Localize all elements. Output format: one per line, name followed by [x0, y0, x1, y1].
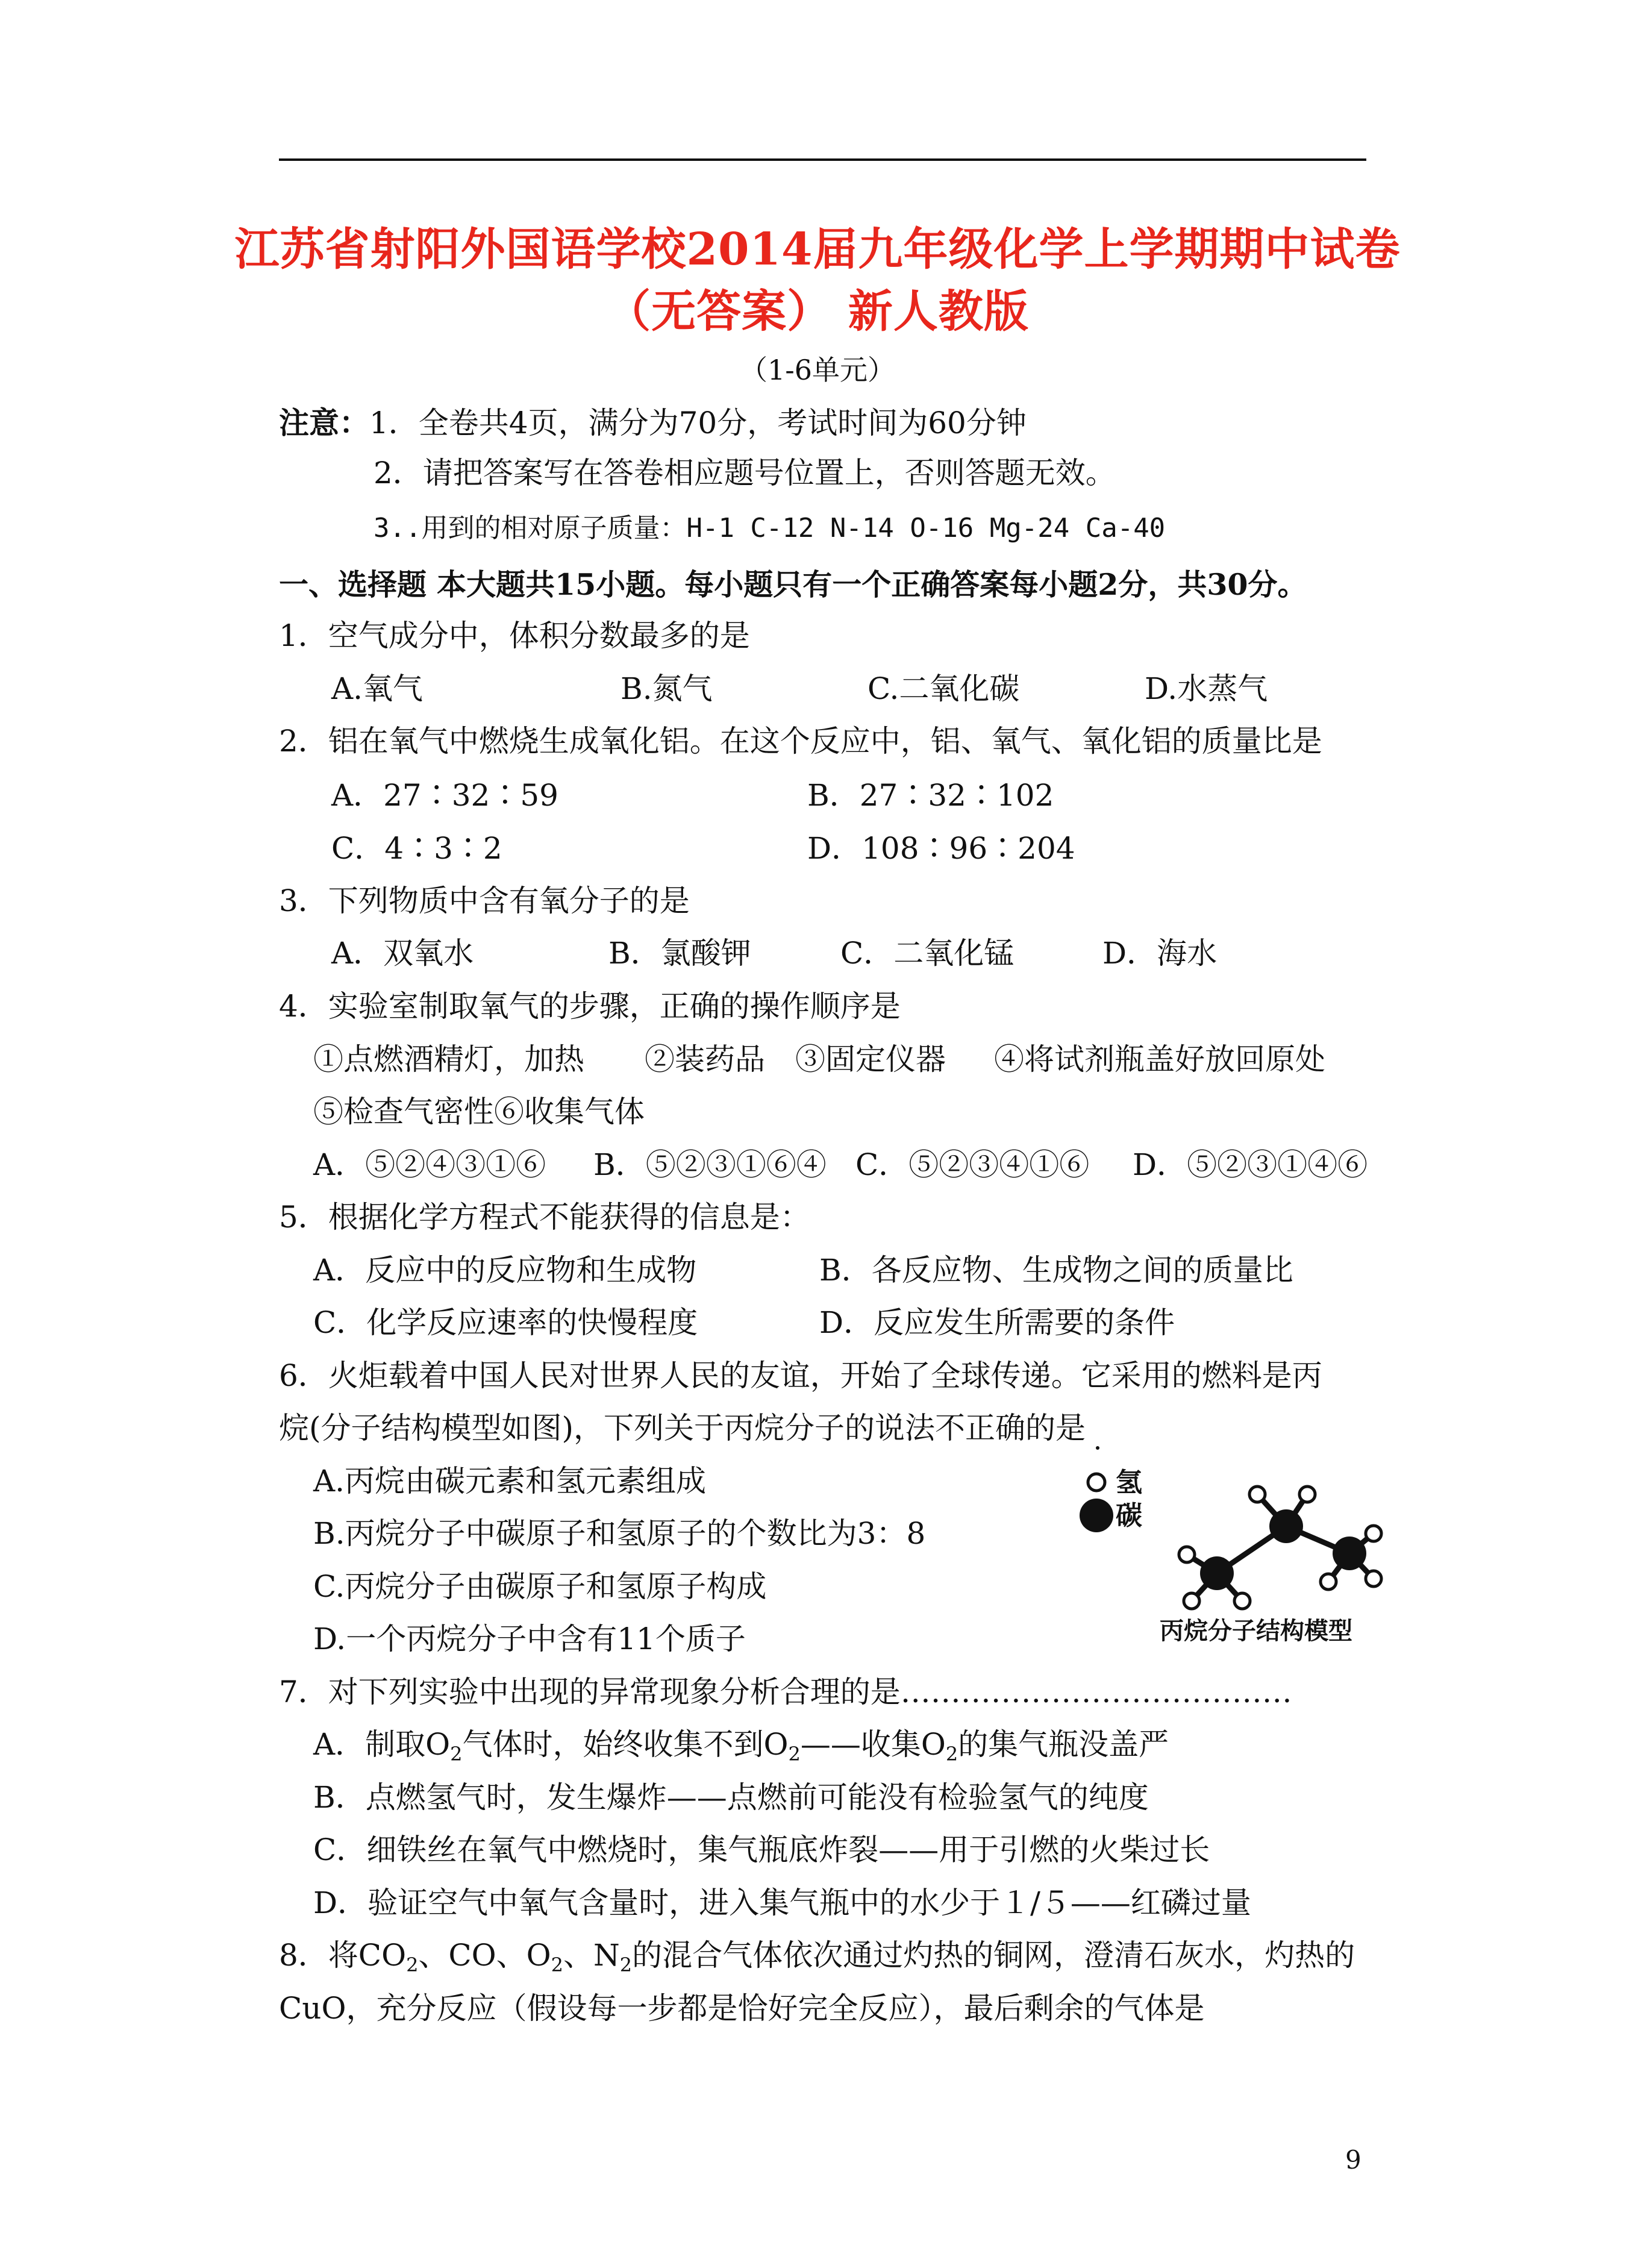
q3-option-d: D．海水 [1102, 936, 1218, 971]
q1-option-a: A.氧气 [331, 671, 424, 706]
page-number: 9 [1345, 2145, 1361, 2175]
q4-step-4: ④将试剂瓶盖好放回原处 [994, 1042, 1325, 1077]
doc-subtitle: （1-6单元） [739, 354, 896, 386]
q4-option-b: B．⑤②③①⑥④ [593, 1147, 827, 1182]
header-rule [279, 158, 1366, 161]
q1-option-c: C.二氧化碳 [868, 671, 1020, 706]
q2-option-d: D．108∶96∶204 [807, 831, 1075, 866]
q5-option-a: A．反应中的反应物和生成物 [313, 1253, 697, 1288]
q7-a-part4: 的集气瓶没盖严 [958, 1727, 1169, 1762]
subscript-2: 2 [788, 1743, 801, 1765]
q6-option-c: C.丙烷分子由碳原子和氢原子构成 [313, 1569, 767, 1604]
q8-part1: 8．将CO [279, 1938, 407, 1973]
q1-stem: 1．空气成分中，体积分数最多的是 [279, 618, 750, 653]
subscript-2: 2 [945, 1743, 958, 1765]
q4-option-c: C．⑤②③④①⑥ [855, 1147, 1090, 1182]
q3-stem: 3．下列物质中含有氧分子的是 [279, 883, 690, 918]
q2-option-b: B．27∶32∶102 [807, 778, 1054, 813]
q4-option-d: D．⑤②③①④⑥ [1133, 1147, 1368, 1182]
doc-title-line2: （无答案） 新人教版 [606, 286, 1029, 337]
q5-option-b: B．各反应物、生成物之间的质量比 [819, 1253, 1293, 1288]
q4-step-3: ③固定仪器 [795, 1042, 946, 1077]
q7-option-d: D．验证空气中氧气含量时，进入集气瓶中的水少于１/５——红磷过量 [313, 1885, 1251, 1920]
q2-option-a: A．27∶32∶59 [331, 778, 558, 813]
q3-option-c: C．二氧化锰 [840, 936, 1014, 971]
q6-option-b: B.丙烷分子中碳原子和氢原子的个数比为3：8 [313, 1516, 926, 1551]
q6-stem-line1: 6．火炬载着中国人民对世界人民的友谊，开始了全球传递。它采用的燃料是丙 [279, 1358, 1322, 1393]
q2-stem: 2．铝在氧气中燃烧生成氧化铝。在这个反应中，铝、氧气、氧化铝的质量比是 [279, 724, 1322, 759]
propane-model-figure [1072, 1443, 1386, 1648]
q5-stem: 5．根据化学方程式不能获得的信息是： [279, 1200, 810, 1235]
q7-stem: 7．对下列实验中出现的异常现象分析合理的是………………………………… [279, 1674, 1292, 1709]
q4-steps-line2: ⑤检查气密性⑥收集气体 [313, 1094, 645, 1129]
note-1: 1．全卷共4页，满分为70分，考试时间为60分钟 [369, 406, 1027, 440]
propane-model-svg [1072, 1443, 1386, 1648]
q5-option-d: D．反应发生所需要的条件 [819, 1305, 1175, 1340]
q7-option-c: C．细铁丝在氧气中燃烧时，集气瓶底炸裂——用于引燃的火柴过长 [313, 1832, 1210, 1867]
q5-option-c: C．化学反应速率的快慢程度 [313, 1305, 698, 1340]
notes-label: 注意： [279, 405, 369, 440]
q3-option-a: A．双氧水 [331, 936, 474, 971]
subscript-2: 2 [619, 1953, 633, 1976]
q4-stem: 4．实验室制取氧气的步骤，正确的操作顺序是 [279, 989, 901, 1024]
q8-stem-line2: CuO，充分反应（假设每一步都是恰好完全反应），最后剩余的气体是 [279, 1991, 1205, 2026]
q7-a-part1: A．制取O [313, 1727, 451, 1762]
q4-option-a: A．⑤②④③①⑥ [313, 1147, 546, 1182]
section1-heading: 一、选择题 本大题共15小题。每小题只有一个正确答案每小题2分，共30分。 [279, 567, 1307, 602]
legend-carbon: 碳 [1116, 1501, 1142, 1530]
q6-stem-line2: 烷(分子结构模型如图)，下列关于丙烷分子的说法不正确的是 [279, 1411, 1086, 1446]
q7-a-part3: ——收集O [800, 1727, 946, 1762]
q2-option-c: C．4∶3∶2 [331, 831, 502, 866]
q8-part2: 、CO、O [418, 1938, 551, 1973]
figure-caption: 丙烷分子结构模型 [1160, 1618, 1352, 1644]
subscript-2: 2 [551, 1953, 564, 1976]
note-2: 2．请把答案写在答卷相应题号位置上，否则答题无效。 [374, 456, 1116, 490]
q4-step-2: ②装药品 [645, 1042, 765, 1077]
q1-option-d: D.水蒸气 [1145, 671, 1268, 706]
q7-option-b: B．点燃氢气时，发生爆炸——点燃前可能没有检验氢气的纯度 [313, 1780, 1149, 1815]
subscript-2: 2 [406, 1953, 419, 1976]
q1-option-b: B.氮气 [621, 671, 713, 706]
subscript-2: 2 [450, 1743, 463, 1765]
q7-a-part2: 气体时，始终收集不到O [462, 1727, 789, 1762]
q3-option-b: B．氯酸钾 [608, 936, 751, 971]
note-3: 3..用到的相对原子质量：H-1 C-12 N-14 O-16 Mg-24 Ca-40 [374, 513, 1166, 544]
q6-option-d: D.一个丙烷分子中含有11个质子 [313, 1621, 746, 1656]
q7-option-a [313, 1726, 1169, 1772]
q4-step-1: ①点燃酒精灯，加热 [313, 1042, 584, 1077]
q8-stem-line1 [279, 1937, 1355, 1983]
q8-part3: 、N [563, 1938, 620, 1973]
doc-title-line1: 江苏省射阳外国语学校2014届九年级化学上学期期中试卷 [234, 224, 1401, 275]
q6-option-a: A.丙烷由碳元素和氢元素组成 [313, 1464, 707, 1499]
notes-line1 [279, 405, 1027, 441]
q8-part4: 的混合气体依次通过灼热的铜网，澄清石灰水，灼热的 [632, 1938, 1355, 1973]
legend-hydrogen: 氢 [1116, 1468, 1142, 1497]
